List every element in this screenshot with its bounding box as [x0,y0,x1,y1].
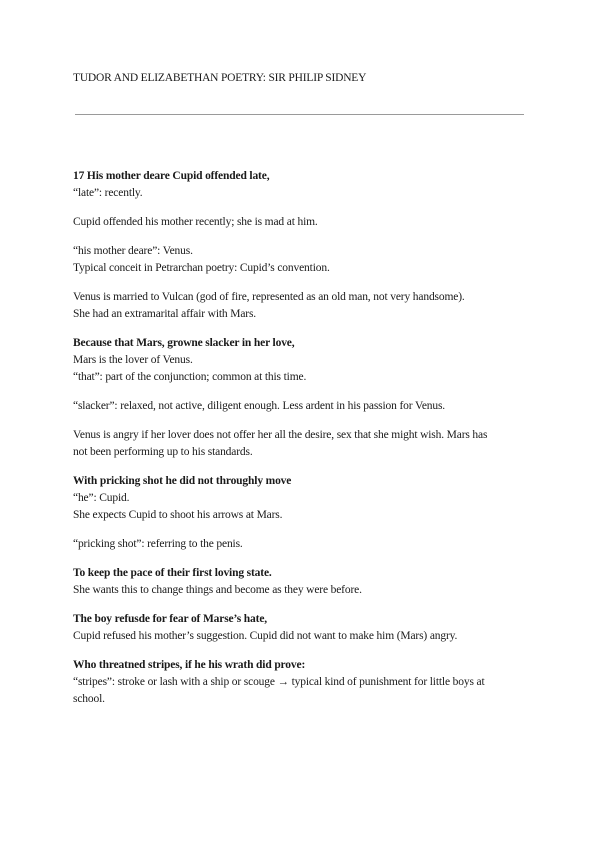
document-body [73,168,533,720]
verse-line: Because that Mars, growne slacker in her love, [73,337,295,349]
verse-line: The boy refusde for fear of Marse’s hate, [73,613,267,625]
note-paragraph [73,243,533,277]
note-line: “late”: recently. [73,187,143,199]
note-line: “that”: part of the conjunction; common at this time. [73,371,307,383]
note-line: “slacker”: relaxed, not active, diligent enough. Less ardent in his passion for Venus. [73,400,446,412]
note-paragraph [73,214,533,231]
verse-line: To keep the pace of their first loving state. [73,567,272,579]
note-line: She wants this to change things and become as they were before. [73,584,362,596]
note-line: “stripes”: stroke or lash with a ship or scouge → typical kind of punishment for little boys at [73,676,485,688]
verse-block [73,611,533,645]
note-line: “pricking shot”: referring to the penis. [73,538,243,550]
verse-block [73,657,533,708]
note-paragraph [73,536,533,553]
note-line: Venus is angry if her lover does not offer her all the desire, sex that she might wish. Mars has [73,429,488,441]
note-line: Cupid offended his mother recently; she is mad at him. [73,216,318,228]
note-line: Cupid refused his mother’s suggestion. Cupid did not want to make him (Mars) angry. [73,630,458,642]
note-line: Venus is married to Vulcan (god of fire, represented as an old man, not very handsome). [73,291,465,303]
note-line: “his mother deare”: Venus. [73,245,193,257]
verse-line: With pricking shot he did not throughly move [73,475,292,487]
note-line: not been performing up to his standards. [73,446,253,458]
note-line: “he”: Cupid. [73,492,130,504]
verse-line: 17 His mother deare Cupid offended late, [73,170,270,182]
document-header: TUDOR AND ELIZABETHAN POETRY: SIR PHILIP SIDNEY [73,72,367,84]
verse-block [73,168,533,202]
note-line: Mars is the lover of Venus. [73,354,193,366]
verse-line: Who threatned stripes, if he his wrath did prove: [73,659,306,671]
note-line: school. [73,693,105,705]
note-line: Typical conceit in Petrarchan poetry: Cupid’s convention. [73,262,330,274]
note-line: She expects Cupid to shoot his arrows at Mars. [73,509,283,521]
note-paragraph [73,427,533,461]
verse-block [73,335,533,386]
note-paragraph [73,398,533,415]
verse-block [73,473,533,524]
note-paragraph [73,289,533,323]
header-divider [75,114,524,115]
note-line: She had an extramarital affair with Mars. [73,308,256,320]
verse-block [73,565,533,599]
